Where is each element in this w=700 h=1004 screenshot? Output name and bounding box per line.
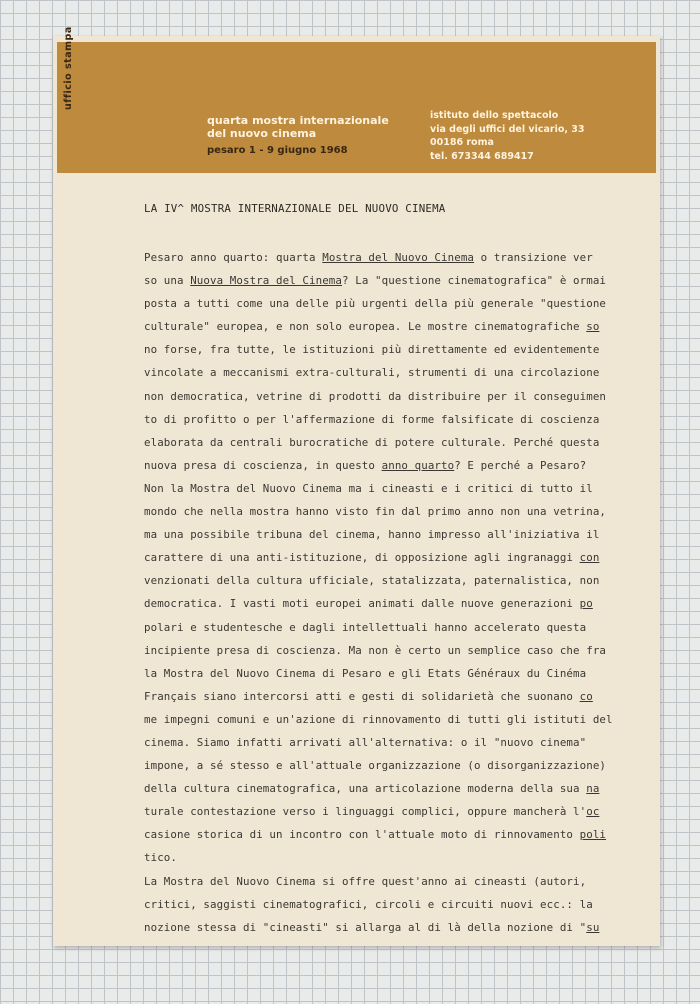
line-text: turale contestazione verso i linguaggi complici, oppure mancherà l' — [144, 805, 587, 819]
line-text: cinema. Siamo infatti arrivati all'alternativa: o il "nuovo cinema" — [144, 735, 587, 749]
line-text: ? La "questione cinematografica" è ormai — [342, 274, 607, 288]
body-line — [144, 800, 644, 823]
underlined-text: su — [586, 920, 600, 934]
document-title: LA IV^ MOSTRA INTERNAZIONALE DEL NUOVO CINEMA — [144, 202, 446, 215]
body-line — [144, 731, 644, 754]
body-line — [144, 870, 644, 893]
underlined-text: con — [579, 551, 600, 565]
line-text: nozione stessa di "cineasti" si allarga al di là della nozione di " — [144, 920, 587, 934]
line-text: ma una possibile tribuna del cinema, hanno impresso all'iniziativa il — [144, 528, 600, 542]
line-text: Non la Mostra del Nuovo Cinema ma i cineasti e i critici di tutto il — [144, 481, 593, 495]
body-line — [144, 361, 644, 384]
body-line — [144, 823, 644, 846]
institute-address — [430, 109, 585, 163]
address-line-3: 00186 roma — [430, 137, 494, 148]
body-line — [144, 777, 644, 800]
line-text: elaborata da centrali burocratiche di potere culturale. Perché questa — [144, 435, 600, 449]
body-line — [144, 893, 644, 916]
underlined-text: Mostra del Nuovo Cinema — [322, 251, 475, 264]
underlined-text: co — [579, 689, 593, 703]
vertical-label: ufficio stampa — [63, 26, 74, 110]
body-line — [144, 269, 644, 292]
body-line — [144, 662, 644, 685]
underlined-text: anno quarto — [381, 458, 455, 472]
line-text: critici, saggisti cinematografici, circoli e circuiti nuovi ecc.: la — [144, 897, 593, 911]
body-line — [144, 639, 644, 662]
body-line — [144, 846, 644, 869]
event-name — [207, 114, 389, 157]
line-text: tico. — [144, 851, 178, 865]
line-text: democratica. I vasti moti europei animati dalle nuove generazioni — [144, 597, 580, 611]
address-line-1: istituto dello spettacolo — [430, 110, 559, 121]
line-text: venzionati della cultura ufficiale, statalizzata, paternalistica, non — [144, 574, 600, 588]
body-line — [144, 754, 644, 777]
body-line — [144, 569, 644, 592]
body-line — [144, 246, 644, 269]
line-text: nuova presa di coscienza, in questo — [144, 458, 382, 472]
body-line — [144, 685, 644, 708]
line-text: carattere di una anti-istituzione, di opposizione agli ingranaggi — [144, 551, 580, 565]
event-line-1: quarta mostra internazionale — [207, 114, 389, 127]
body-line — [144, 338, 644, 361]
underlined-text: po — [579, 597, 593, 611]
line-text: la Mostra del Nuovo Cinema di Pesaro e gli Etats Généraux du Cinéma — [144, 666, 587, 680]
press-release-sheet — [53, 26, 660, 946]
body-line — [144, 431, 644, 454]
underlined-text: so — [586, 320, 600, 334]
line-text: Français siano intercorsi atti e gesti di solidarietà che suonano — [144, 689, 580, 703]
body-line — [144, 454, 644, 477]
document-body — [144, 246, 644, 939]
line-text: o transizione ver — [474, 251, 593, 264]
line-text: me impegni comuni e un'azione di rinnovamento di tutti gli istituti del — [144, 712, 613, 726]
line-text: impone, a sé stesso e all'attuale organizzazione (o disorganizzazione) — [144, 759, 607, 773]
body-line — [144, 523, 644, 546]
line-text: posta a tutti come una delle più urgenti della più generale "questione — [144, 297, 607, 311]
body-line — [144, 477, 644, 500]
body-line — [144, 500, 644, 523]
address-line-4: tel. 673344 689417 — [430, 150, 534, 162]
line-text: non democratica, vetrine di prodotti da distribuire per il conseguimen — [144, 389, 607, 403]
body-line — [144, 408, 644, 431]
line-text: casione storica di un incontro con l'attuale moto di rinnovamento — [144, 828, 580, 842]
line-text: no forse, fra tutte, le istituzioni più direttamente ed evidentemente — [144, 343, 600, 357]
line-text: incipiente presa di coscienza. Ma non è certo un semplice caso che fra — [144, 643, 607, 657]
body-line — [144, 592, 644, 615]
line-text: mondo che nella mostra hanno visto fin dal primo anno non una vetrina, — [144, 505, 607, 519]
body-line — [144, 315, 644, 338]
body-line — [144, 916, 644, 939]
body-line — [144, 708, 644, 731]
underlined-text: na — [586, 782, 600, 796]
event-line-2: del nuovo cinema — [207, 127, 317, 140]
line-text: so una — [144, 274, 191, 288]
line-text: vincolate a meccanismi extra-culturali, strumenti di una circolazione — [144, 366, 600, 380]
address-line-2: via degli uffici del vicario, 33 — [430, 123, 585, 135]
letterhead-band — [57, 26, 656, 173]
body-line — [144, 292, 644, 315]
body-line — [144, 546, 644, 569]
body-line — [144, 385, 644, 408]
line-text: La Mostra del Nuovo Cinema si offre quest'anno ai cineasti (autori, — [144, 874, 587, 888]
line-text: to di profitto o per l'affermazione di forme falsificate di coscienza — [144, 412, 600, 426]
line-text: culturale" europea, e non solo europea. Le mostre cinematografiche — [144, 320, 587, 334]
line-text: polari e studentesche e dagli intellettuali hanno accelerato questa — [144, 620, 587, 634]
body-line — [144, 616, 644, 639]
underlined-text: Nuova Mostra del Cinema — [190, 274, 343, 288]
line-text: ? E perché a Pesaro? — [454, 458, 587, 472]
underlined-text: poli — [579, 828, 607, 842]
event-dates: pesaro 1 - 9 giugno 1968 — [207, 145, 348, 156]
line-text: Pesaro anno quarto: quarta — [144, 251, 323, 264]
line-text: della cultura cinematografica, una articolazione moderna della sua — [144, 782, 587, 796]
underlined-text: oc — [586, 805, 600, 819]
